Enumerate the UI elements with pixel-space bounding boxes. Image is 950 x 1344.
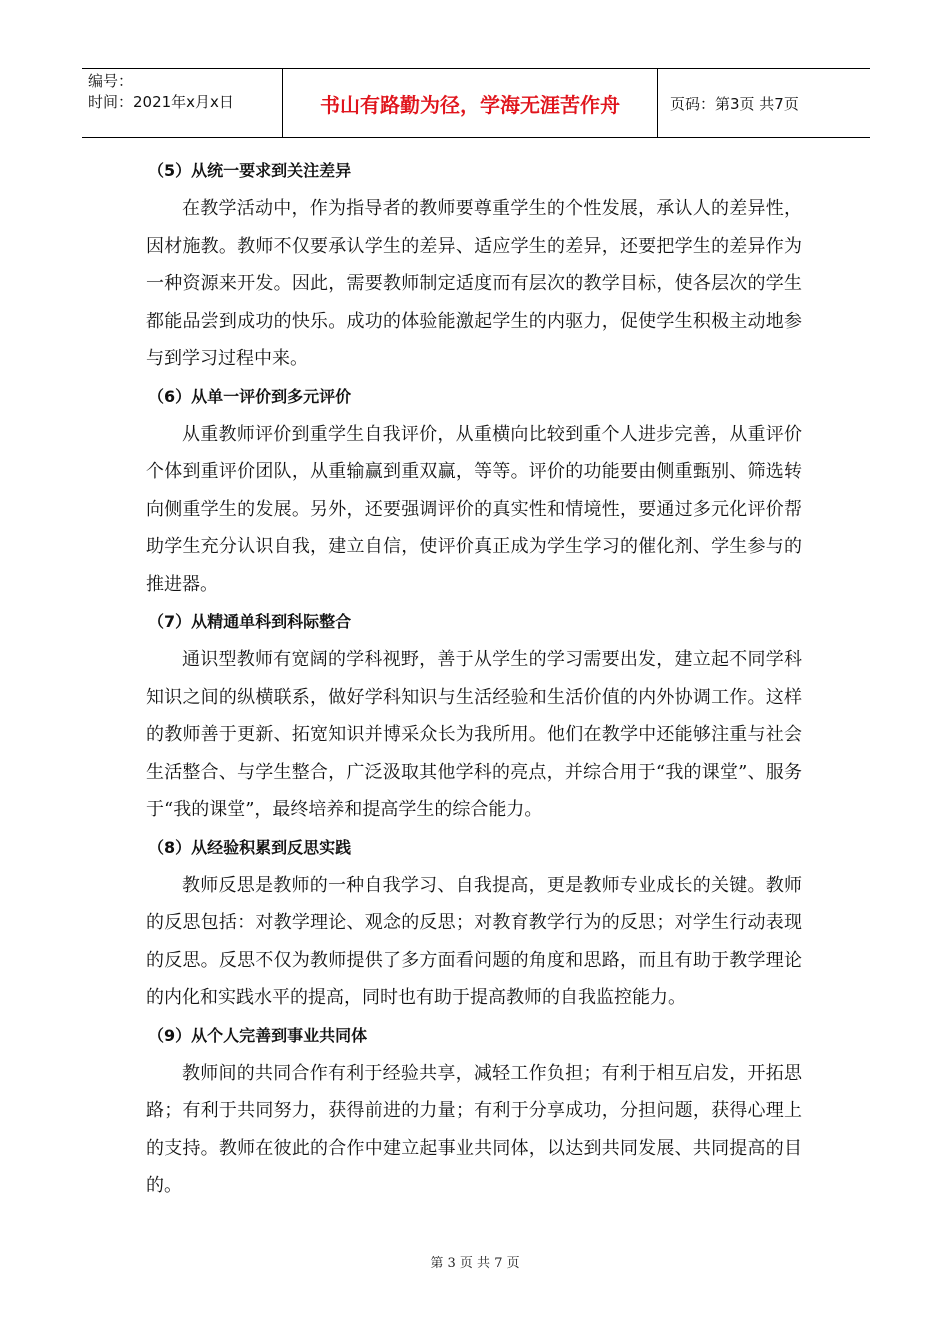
number-label: 编号：	[88, 72, 134, 90]
page-footer: 第 3 页 共 7 页	[430, 1256, 520, 1271]
time-label: 时间：2021年x月x日	[88, 93, 234, 111]
document-header	[82, 68, 870, 138]
header-meta-cell	[82, 69, 283, 137]
section-5-paragraph: 在教学活动中，作为指导者的教师要尊重学生的个性发展，承认人的差异性，因材施教。教师不仅要承认学生的差异、适应学生的差异，还要把学生的差异作为一种资源来开发。因此，需要教师制定适度而有层次的教学目标，使各层次的学生都能品尝到成功的快乐。成功的体验能激起学生的内驱力，促使学生积极主动地参与到学习过程中来。	[146, 198, 802, 369]
document-body	[146, 152, 802, 1205]
page-code: 页码：第3页 共7页	[670, 94, 799, 113]
section-5-heading: （5）从统一要求到关注差异	[148, 161, 352, 180]
section-7-paragraph: 通识型教师有宽阔的学科视野，善于从学生的学习需要出发，建立起不同学科知识之间的纵横联系，做好学科知识与生活经验和生活价值的内外协调工作。这样的教师善于更新、拓宽知识并博采众长为我所用。他们在教学中还能够注重与社会生活整合、与学生整合，广泛汲取其他学科的亮点，并综合用于“我的课堂”、服务于“我的课堂”，最终培养和提高学生的综合能力。	[146, 649, 802, 820]
section-6-paragraph: 从重教师评价到重学生自我评价，从重横向比较到重个人进步完善，从重评价个体到重评价团队，从重输赢到重双赢，等等。评价的功能要由侧重甄别、筛选转向侧重学生的发展。另外，还要强调评价的真实性和情境性，要通过多元化评价帮助学生充分认识自我，建立自信，使评价真正成为学生学习的催化剂、学生参与的推进器。	[146, 423, 802, 595]
section-9-paragraph: 教师间的共同合作有利于经验共享，减轻工作负担；有利于相互启发，开拓思路；有利于共同努力，获得前进的力量；有利于分享成功，分担问题，获得心理上的支持。教师在彼此的合作中建立起事业共同体，以达到共同发展、共同提高的目的。	[146, 1062, 802, 1196]
section-6-heading: （6）从单一评价到多元评价	[148, 386, 352, 406]
section-8-heading: （8）从经验积累到反思实践	[148, 837, 352, 857]
section-8-paragraph: 教师反思是教师的一种自我学习、自我提高，更是教师专业成长的关键。教师的反思包括：对教学理论、观念的反思；对教育教学行为的反思；对学生行动表现的反思。反思不仅为教师提供了多方面看问题的角度和思路，而且有助于教学理论的内化和实践水平的提高，同时也有助于提高教师的自我监控能力。	[146, 874, 802, 1008]
section-7-heading: （7）从精通单科到科际整合	[148, 612, 352, 631]
section-9-heading: （9）从个人完善到事业共同体	[148, 1025, 368, 1045]
motto: 书山有路勤为径，学海无涯苦作舟	[283, 69, 658, 137]
